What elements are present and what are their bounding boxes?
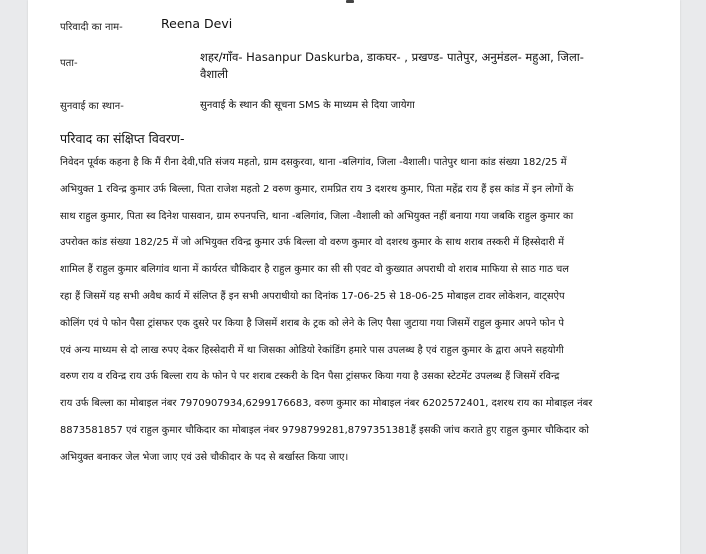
summary-line: राय उर्फ बिल्ला का मोबाइल नंबर 7970907934,6299176683, वरुण कुमार का मोबाइल नंबर 6202572401, दशरथ राय का मोबाइल नंबर bbox=[60, 398, 593, 410]
page-top-mark bbox=[346, 0, 354, 3]
summary-line: वरुण राय व रविन्द्र राय उर्फ बिल्ला राय के फोन पे पर शराब टस्करी के दिन पैसा ट्रांसफर किया गया है उसका स्टेटमेंट उपलब्ध हैं जिसमें रविन्द्र bbox=[60, 371, 560, 383]
summary-line: साथ राहुल कुमार, पिता स्व दिनेश पासवान, ग्राम रुपनपत्ति, थाना -बलिगांव, जिला -वैशाली को अभियुक्त नहीं बनाया गया जबकि राहुल कुमार का bbox=[60, 210, 574, 222]
summary-line: उपरोक्त कांड संख्या 182/25 में जो अभियुक्त रविन्द्र कुमार उर्फ बिल्ला वो वरुण कुमार वो दशरथ कुमार के साथ शराब तस्करी में हिस्सेदारी में bbox=[60, 237, 564, 249]
hearing-venue-value: सुनवाई के स्थान की सूचना SMS के माध्यम से दिया जायेगा bbox=[200, 100, 415, 111]
summary-line: अभियुक्त 1 रविन्द्र कुमार उर्फ बिल्ला, पिता राजेश महतो 2 वरुण कुमार, रामप्रित राय 3 दशरथ कुमार, पिता महेंद्र राय हैं इस कांड में इन लोगों के bbox=[60, 183, 574, 195]
summary-line: अभियुक्त बनाकर जेल भेजा जाए एवं उसे चौकीदार के पद से बर्खास्त किया जाए। bbox=[60, 451, 349, 463]
address-line-1: शहर/गाँव- Hasanpur Daskurba, डाकघर- , प्रखण्ड- पातेपुर, अनुमंडल- महुआ, जिला- bbox=[200, 50, 584, 64]
summary-line: 8873581857 एवं राहुल कुमार चौकिदार का मोबाइल नंबर 9798799281,8797351381हैं इसकी जांच कराते हुए राहुल कुमार चौकिदार को bbox=[60, 424, 589, 436]
address-line-2: वैशाली bbox=[200, 67, 228, 81]
summary-line: शामिल हैं राहुल कुमार बलिगांव थाना में कार्यरत चौकिदार है राहुल कुमार का सी सी एवट वो कुख्यात अपराधी वो शराब माफिया से साठ गाठ चल bbox=[60, 264, 569, 276]
summary-title: परिवाद का संक्षिप्त विवरण- bbox=[60, 131, 185, 146]
summary-line: रहा हैं जिसमें यह सभी अवैध कार्य में संलिप्त हैं इन सभी अपराधीयो का दिनांक 17-06-25 से 18-06-25 मोबाइल टावर लोकेशन, वाट्सऐप bbox=[60, 290, 565, 302]
summary-body bbox=[60, 150, 668, 472]
document-page bbox=[28, 0, 680, 554]
complainant-name-label: परिवादी का नाम- bbox=[60, 22, 123, 33]
address-label: पता- bbox=[60, 58, 78, 69]
summary-line: निवेदन पूर्वक कहना है कि मैं रीना देवी,पति संजय महतो, ग्राम दसकुरवा, थाना -बलिगांव, जिला -वैशाली। पातेपुर थाना कांड संख्या 182/25 में bbox=[60, 157, 567, 168]
hearing-venue-label: सुनवाई का स्थान- bbox=[60, 101, 124, 112]
complainant-name-value: Reena Devi bbox=[161, 16, 233, 31]
summary-line: एवं अन्य माध्यम से दो लाख रुपए देकर हिस्सेदारी में था जिसका ओडियो रेकांडिंग हमारे पास उपलब्ध है एवं राहुल कुमार के द्वारा अपने सहयोगी bbox=[60, 344, 564, 356]
summary-line: कोलिंग एवं पे फोन पैसा ट्रांसफर एक दुसरे पर किया है जिसमें शराब के ट्रक को लेने के लिए पैसा जुटाया गया जिसमें राहुल कुमार अपने फोन पे bbox=[60, 317, 564, 329]
address-value bbox=[200, 49, 630, 83]
